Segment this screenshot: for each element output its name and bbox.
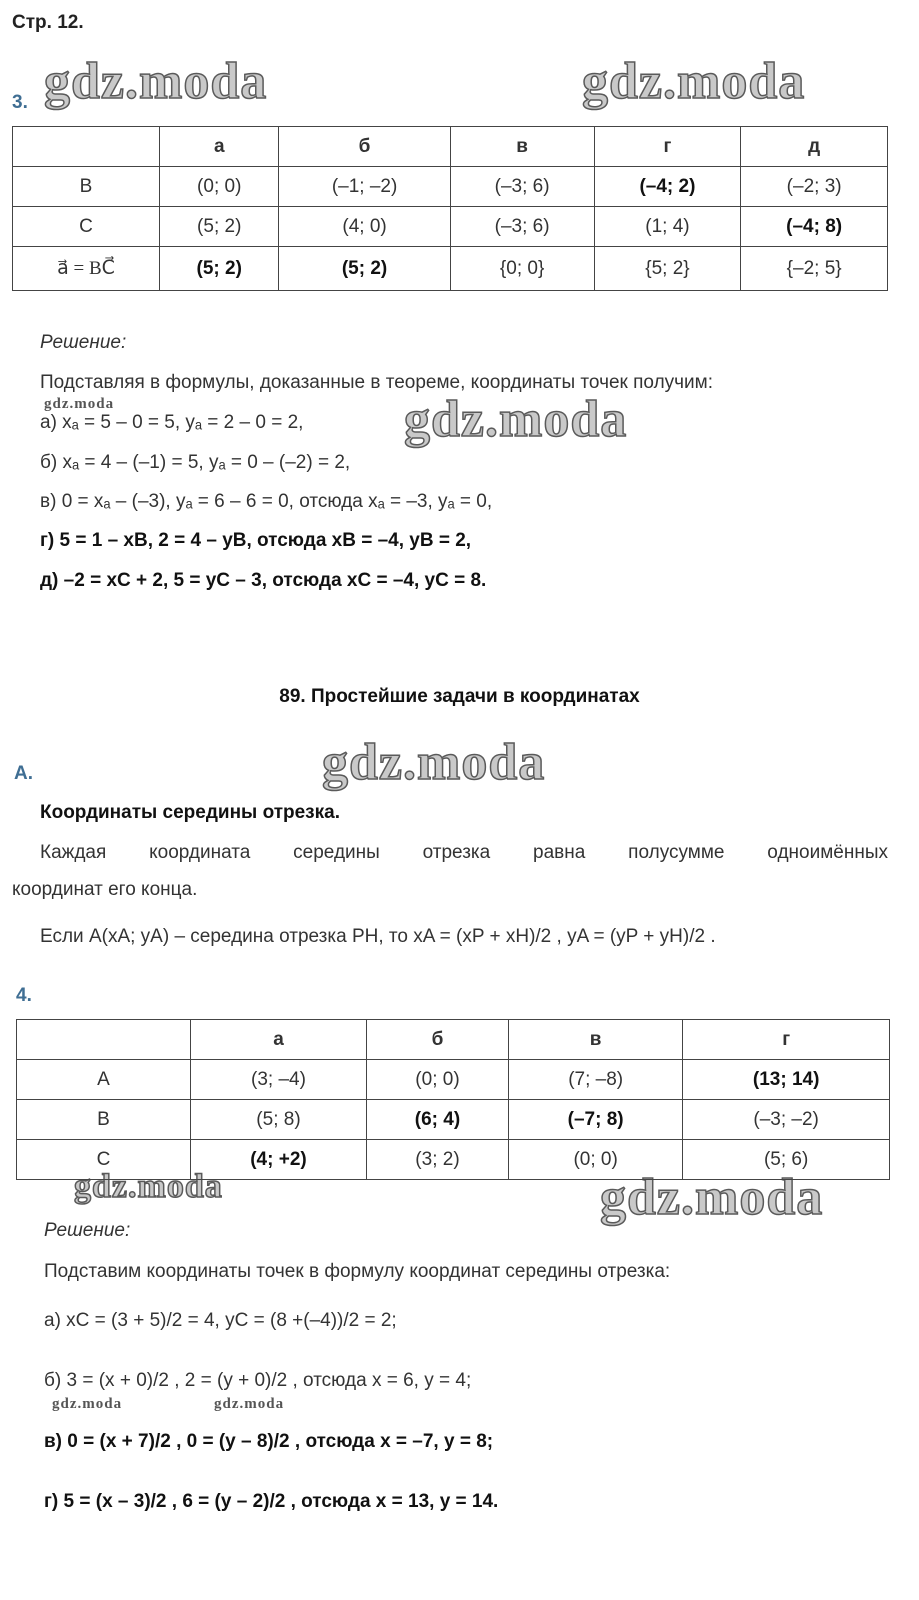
table-cell: (–4; 8) xyxy=(741,207,888,247)
watermark: gdz.moda xyxy=(582,53,806,110)
solution-line-d: д) –2 = xC + 2, 5 = yC – 3, отсюда xC = –4, yC = 8. xyxy=(40,570,487,591)
solution-title: Решение: xyxy=(44,1220,131,1241)
watermark: gdz.moda xyxy=(44,53,268,110)
solution-intro: Подставляя в формулы, доказанные в теореме, координаты точек получим: xyxy=(40,372,714,393)
watermark: gdz.moda xyxy=(52,1396,123,1412)
table-header-cell xyxy=(13,127,160,167)
watermark: gdz.moda xyxy=(404,391,628,448)
table-cell: A xyxy=(17,1060,191,1100)
table-header-cell: в xyxy=(450,127,594,167)
definition-line-1: Каждая координата середины отрезка равна полусумме одноимённых xyxy=(40,842,888,863)
solution-line-b: б) 3 = (x + 0)/2 , 2 = (y + 0)/2 , отсюда x = 6, y = 4; xyxy=(44,1370,472,1391)
watermark: gdz.moda xyxy=(214,1396,285,1412)
table-header-cell: в xyxy=(508,1020,682,1060)
table-cell: (–1; –2) xyxy=(279,167,450,207)
table-cell: (7; –8) xyxy=(508,1060,682,1100)
table-cell: (–3; 6) xyxy=(450,167,594,207)
table-cell: (5; 6) xyxy=(683,1140,890,1180)
section-title: 89. Простейшие задачи в координатах xyxy=(279,686,640,707)
table-row xyxy=(17,1140,890,1180)
section-subtitle: Координаты середины отрезка. xyxy=(40,802,340,823)
table-cell: (0; 0) xyxy=(160,167,279,207)
solution-line-b: б) xₐ = 4 – (–1) = 5, yₐ = 0 – (–2) = 2, xyxy=(40,452,351,473)
watermark: gdz.moda xyxy=(322,734,546,791)
task-4-table xyxy=(16,1019,890,1180)
table-cell: (–3; –2) xyxy=(683,1100,890,1140)
table-cell: {–2; 5} xyxy=(741,247,888,291)
solution-intro: Подставим координаты точек в формулу координат середины отрезка: xyxy=(44,1261,671,1282)
table-cell: a⃗ = BC⃗ xyxy=(13,247,160,291)
table-header-cell: б xyxy=(366,1020,508,1060)
table-row xyxy=(17,1020,890,1060)
table-cell: (5; 2) xyxy=(160,247,279,291)
definition-line-2: координат его конца. xyxy=(12,879,198,900)
solution-line-a: а) xₐ = 5 – 0 = 5, yₐ = 2 – 0 = 2, xyxy=(40,412,304,433)
table-cell: C xyxy=(13,207,160,247)
table-cell: (–7; 8) xyxy=(508,1100,682,1140)
solution-line-v: в) 0 = xₐ – (–3), yₐ = 6 – 6 = 0, отсюда xₐ = –3, yₐ = 0, xyxy=(40,491,493,512)
table-cell: (13; 14) xyxy=(683,1060,890,1100)
table-row xyxy=(17,1100,890,1140)
table-cell: (0; 0) xyxy=(508,1140,682,1180)
solution-line-g: г) 5 = 1 – xB, 2 = 4 – yB, отсюда xB = –4, yB = 2, xyxy=(40,530,472,551)
task-3-table xyxy=(12,126,888,291)
watermark: gdz.moda xyxy=(74,1168,223,1205)
table-cell: (5; 2) xyxy=(160,207,279,247)
watermark: gdz.moda xyxy=(600,1169,824,1226)
page-label: Стр. 12. xyxy=(12,12,84,33)
table-cell: (–4; 2) xyxy=(594,167,741,207)
solution-title: Решение: xyxy=(40,332,127,353)
table-header-cell: б xyxy=(279,127,450,167)
table-cell: (4; 0) xyxy=(279,207,450,247)
table-row xyxy=(13,167,888,207)
table-header-cell: а xyxy=(191,1020,367,1060)
table-cell: (0; 0) xyxy=(366,1060,508,1100)
table-cell: B xyxy=(13,167,160,207)
midpoint-formula: Если A(xA; yA) – середина отрезка PH, то xA = (xP + xH)/2 , yA = (yP + yH)/2 . xyxy=(40,926,716,947)
table-header-cell: д xyxy=(741,127,888,167)
section-label: А. xyxy=(14,763,33,784)
solution-line-g: г) 5 = (x – 3)/2 , 6 = (y – 2)/2 , отсюда x = 13, y = 14. xyxy=(44,1491,499,1512)
table-cell: (5; 2) xyxy=(279,247,450,291)
solution-line-a: а) xC = (3 + 5)/2 = 4, yC = (8 +(–4))/2 = 2; xyxy=(44,1310,397,1331)
table-cell: (–3; 6) xyxy=(450,207,594,247)
table-cell: (5; 8) xyxy=(191,1100,367,1140)
table-row xyxy=(13,127,888,167)
table-header-cell: г xyxy=(594,127,741,167)
watermark: gdz.moda xyxy=(44,396,115,412)
table-header-cell: а xyxy=(160,127,279,167)
table-cell: (1; 4) xyxy=(594,207,741,247)
table-header-cell xyxy=(17,1020,191,1060)
task-4-number: 4. xyxy=(16,985,32,1006)
table-header-cell: г xyxy=(683,1020,890,1060)
table-cell: (–2; 3) xyxy=(741,167,888,207)
table-row xyxy=(17,1060,890,1100)
table-cell: C xyxy=(17,1140,191,1180)
table-row xyxy=(13,247,888,291)
table-cell: {0; 0} xyxy=(450,247,594,291)
table-cell: (6; 4) xyxy=(366,1100,508,1140)
solution-line-v: в) 0 = (x + 7)/2 , 0 = (y – 8)/2 , отсюда x = –7, y = 8; xyxy=(44,1431,494,1452)
table-cell: (3; –4) xyxy=(191,1060,367,1100)
table-cell: {5; 2} xyxy=(594,247,741,291)
table-row xyxy=(13,207,888,247)
table-cell: (4; +2) xyxy=(191,1140,367,1180)
table-cell: (3; 2) xyxy=(366,1140,508,1180)
task-3-number: 3. xyxy=(12,92,28,113)
table-cell: B xyxy=(17,1100,191,1140)
